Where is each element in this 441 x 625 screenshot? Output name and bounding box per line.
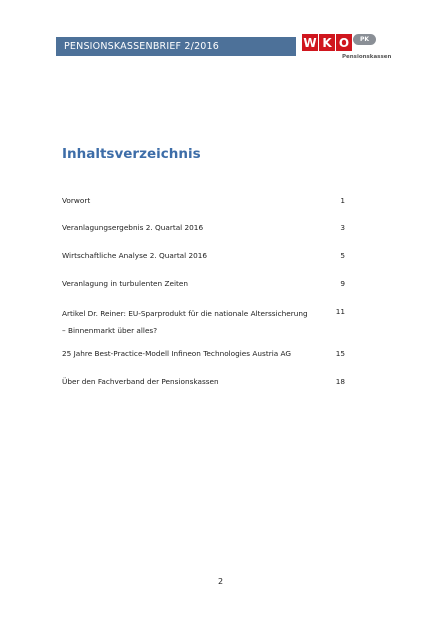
- logo-badge: PK: [353, 34, 376, 45]
- toc-entry-label: 25 Jahre Best-Practice-Modell Infineon Technologies Austria AG: [62, 349, 292, 358]
- header-title: PENSIONSKASSENBRIEF 2/2016: [64, 41, 220, 52]
- toc-entry-label: Vorwort: [62, 196, 91, 205]
- toc-entry-page: 1: [340, 196, 345, 205]
- page-number: 2: [217, 577, 224, 586]
- toc-entry-label: Veranlagung in turbulenten Zeiten: [62, 279, 188, 288]
- logo-letter-w: W: [303, 35, 317, 50]
- toc-entry[interactable]: [62, 194, 345, 208]
- toc-entry-page: 9: [340, 279, 345, 288]
- toc-entry-page: 3: [340, 223, 345, 232]
- toc-entry-page: 15: [335, 349, 345, 358]
- logo-letter-o: O: [336, 34, 352, 51]
- toc-entry[interactable]: [62, 277, 345, 291]
- toc-entry[interactable]: [62, 221, 345, 235]
- toc-entry-label: Über den Fachverband der Pensionskassen: [62, 377, 219, 386]
- toc-entry-label: Veranlagungsergebnis 2. Quartal 2016: [62, 223, 204, 232]
- page-title: Inhaltsverzeichnis: [62, 146, 201, 162]
- logo-subtitle: Pensionskassen: [342, 54, 392, 60]
- toc-entry-page: 11: [335, 307, 345, 316]
- toc-entry[interactable]: [62, 249, 345, 263]
- toc-entry-page: 5: [340, 251, 345, 260]
- wko-logo: [302, 34, 392, 64]
- toc-entry-page: 18: [335, 377, 345, 386]
- toc-entry-label: Wirtschaftliche Analyse 2. Quartal 2016: [62, 251, 208, 260]
- toc-entry[interactable]: [62, 305, 345, 339]
- header-bar: [56, 37, 296, 56]
- toc-entry[interactable]: [62, 347, 345, 361]
- toc-entry[interactable]: [62, 375, 345, 389]
- logo-letter-k: K: [319, 34, 335, 51]
- toc-entry-label: Artikel Dr. Reiner: EU-Sparprodukt für die nationale Alterssicherung – Binnenmarkt über alles?: [62, 309, 308, 335]
